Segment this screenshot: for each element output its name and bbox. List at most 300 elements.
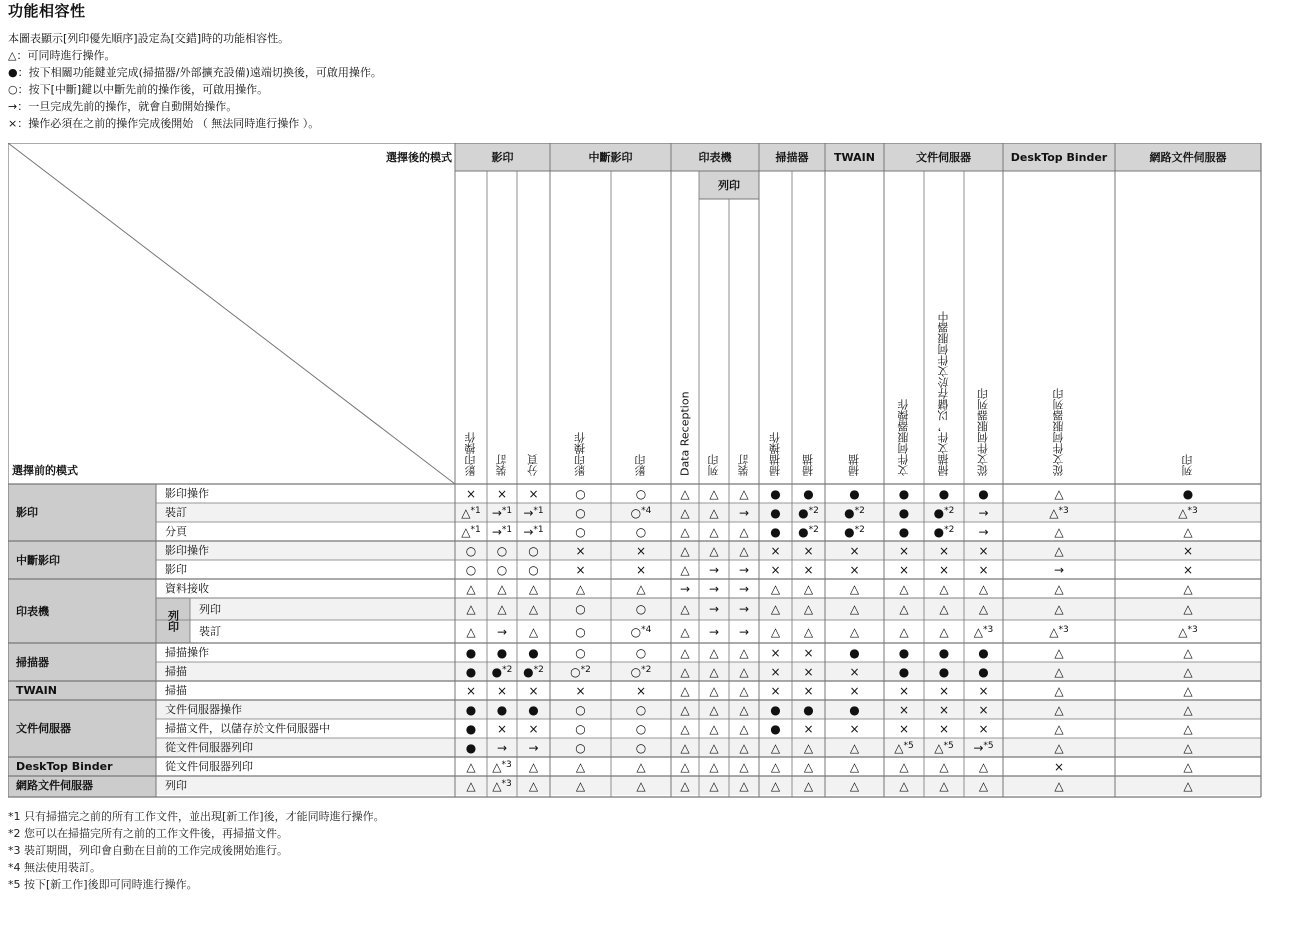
compat-symbol: ● (528, 702, 539, 717)
compat-symbol: × (528, 683, 539, 698)
compat-symbol: ● (938, 645, 950, 660)
row-label: 列印 (199, 602, 221, 616)
compat-cell (455, 776, 487, 795)
footnote-ref: *2 (944, 506, 955, 516)
compat-symbol: △ (1054, 721, 1064, 736)
compat-cell (792, 598, 825, 620)
compat-cell (550, 598, 611, 620)
compat-cell (884, 700, 924, 719)
compat-cell (487, 681, 517, 700)
compat-cell (1115, 662, 1261, 681)
compat-cell (517, 560, 550, 579)
compat-symbol: ● (849, 486, 860, 501)
compat-symbol: △ (492, 778, 502, 793)
compat-symbol: △ (739, 664, 749, 679)
corner-diagonal (8, 143, 455, 484)
compat-symbol: △ (973, 624, 983, 639)
compat-cell (825, 757, 884, 776)
compat-cell (964, 643, 1003, 662)
compat-cell (487, 662, 517, 681)
compat-cell (487, 700, 517, 719)
compat-symbol: → (708, 602, 720, 616)
compat-cell (699, 541, 729, 560)
compat-cell (825, 643, 884, 662)
compat-symbol: → (978, 505, 989, 520)
compat-symbol: ● (898, 524, 910, 539)
compat-symbol: × (528, 721, 539, 736)
compat-symbol: △ (636, 581, 646, 596)
footnote-ref: *2 (854, 525, 865, 535)
compat-symbol: ○ (635, 645, 647, 660)
compat-cell (699, 560, 729, 579)
compat-symbol: × (938, 562, 950, 577)
column-header: 影印操作 (573, 432, 587, 476)
compat-symbol: × (770, 645, 781, 660)
compat-symbol: ○ (630, 624, 642, 639)
footnote-ref: *3 (1058, 625, 1069, 635)
compat-symbol: ● (770, 486, 781, 501)
corner-before-label: 選擇前的模式 (12, 463, 78, 477)
compat-symbol: △ (849, 778, 860, 793)
compat-symbol: ● (938, 664, 950, 679)
compat-cell (924, 522, 964, 541)
compat-symbol: → (528, 740, 539, 755)
compat-cell (550, 620, 611, 643)
compat-cell (759, 662, 792, 681)
compat-symbol: △ (1049, 505, 1059, 520)
compat-symbol: → (523, 505, 534, 520)
compat-cell (487, 776, 517, 795)
compat-symbol: × (496, 486, 508, 501)
corner-after-label: 選擇後的模式 (386, 150, 452, 164)
compat-cell (455, 560, 487, 579)
compat-cell (825, 776, 884, 795)
compat-symbol: △ (939, 624, 949, 639)
compat-cell (729, 560, 759, 579)
compat-cell (1003, 484, 1115, 503)
compat-cell (964, 662, 1003, 681)
compat-symbol: × (898, 721, 910, 736)
compat-cell (825, 598, 884, 620)
compat-cell (924, 719, 964, 738)
compat-symbol: ● (491, 664, 503, 679)
compat-symbol: → (1053, 562, 1065, 577)
compat-symbol: ● (978, 486, 989, 501)
row-label: 列印 (165, 779, 187, 792)
compat-cell (1003, 700, 1115, 719)
compat-cell (884, 719, 924, 738)
compat-symbol: × (1182, 562, 1194, 577)
compat-cell (671, 598, 699, 620)
compat-cell (884, 579, 924, 598)
compat-symbol: ○ (635, 486, 647, 501)
compat-cell (550, 776, 611, 795)
compat-cell (964, 560, 1003, 579)
compat-symbol: ● (523, 664, 534, 679)
compat-symbol: × (575, 543, 586, 558)
compat-symbol: ○ (528, 562, 539, 577)
compat-cell (1003, 643, 1115, 662)
compat-symbol: △ (739, 524, 749, 539)
compat-cell (825, 522, 884, 541)
compat-cell (671, 662, 699, 681)
compat-cell (759, 560, 792, 579)
compat-cell (611, 700, 671, 719)
compat-cell (550, 719, 611, 738)
compat-cell (825, 541, 884, 560)
compat-cell (729, 757, 759, 776)
compat-cell (759, 719, 792, 738)
compat-cell (671, 776, 699, 795)
footnote-ref: *5 (983, 741, 994, 751)
compat-symbol: × (978, 562, 989, 577)
compat-symbol: × (1182, 543, 1194, 558)
compat-cell (964, 776, 1003, 795)
compat-cell (759, 738, 792, 757)
compat-cell (611, 522, 671, 541)
compat-cell (517, 757, 550, 776)
compat-symbol: × (803, 645, 814, 660)
compat-symbol: △ (1183, 702, 1193, 717)
compat-cell (825, 719, 884, 738)
compat-symbol: → (738, 624, 750, 639)
compat-symbol: ● (770, 524, 781, 539)
compat-cell (611, 484, 671, 503)
footnotes (8, 808, 385, 893)
compat-cell (924, 579, 964, 598)
compat-cell (517, 738, 550, 757)
compat-symbol: ● (803, 702, 814, 717)
compat-symbol: △ (528, 759, 539, 774)
row-label: 裝訂 (165, 506, 187, 519)
compat-symbol: △ (849, 602, 860, 616)
compat-symbol: △ (709, 664, 719, 679)
compat-symbol: △ (739, 645, 749, 660)
compat-symbol: × (849, 543, 860, 558)
compat-cell (1115, 681, 1261, 700)
compat-symbol: ○ (575, 602, 586, 616)
compat-cell (964, 503, 1003, 522)
compat-symbol: △ (680, 624, 690, 639)
compat-cell (550, 541, 611, 560)
compat-symbol: △ (709, 524, 719, 539)
column-header: 分頁 (526, 454, 540, 476)
compat-symbol: ● (496, 702, 508, 717)
compat-cell (671, 579, 699, 598)
compat-cell (550, 738, 611, 757)
compat-symbol: × (803, 721, 814, 736)
compat-symbol: ○ (630, 505, 642, 520)
compat-symbol: △ (1054, 664, 1064, 679)
row-label: 從文件伺服器列印 (165, 760, 253, 773)
row-label: 裝訂 (199, 625, 221, 638)
footnote: *5 按下[新工作]後即可同時進行操作。 (8, 878, 198, 891)
compat-cell (455, 579, 487, 598)
compat-symbol: △ (709, 759, 719, 774)
compat-cell (964, 541, 1003, 560)
compat-cell (455, 643, 487, 662)
compat-symbol: △ (1183, 740, 1193, 755)
compat-symbol: → (708, 581, 720, 596)
compat-cell (825, 681, 884, 700)
col-group-header: 掃描器 (775, 150, 809, 164)
compat-symbol: △ (680, 683, 690, 698)
compat-symbol: ○ (575, 740, 586, 755)
compat-cell (455, 719, 487, 738)
compat-cell (792, 522, 825, 541)
compat-symbol: △ (1183, 581, 1193, 596)
compat-cell (759, 579, 792, 598)
compat-cell (455, 541, 487, 560)
compat-symbol: × (635, 543, 647, 558)
compat-symbol: △ (1054, 602, 1064, 616)
compat-symbol: ○ (635, 524, 647, 539)
footnote-ref: *3 (1187, 506, 1198, 516)
compat-symbol: ● (496, 645, 508, 660)
compat-cell (924, 662, 964, 681)
compat-cell (1003, 719, 1115, 738)
compat-cell (729, 719, 759, 738)
compat-cell (671, 643, 699, 662)
compat-symbol: △ (739, 759, 749, 774)
compat-symbol: ○ (528, 543, 539, 558)
compat-cell (455, 757, 487, 776)
compat-cell (550, 484, 611, 503)
compat-cell (1115, 503, 1261, 522)
compat-cell (759, 620, 792, 643)
compat-cell (792, 643, 825, 662)
compat-cell (884, 541, 924, 560)
compat-symbol: ● (465, 645, 477, 660)
compat-cell (455, 738, 487, 757)
compat-symbol: △ (1183, 664, 1193, 679)
compat-cell (729, 738, 759, 757)
compat-cell (671, 738, 699, 757)
compat-symbol: △ (636, 759, 646, 774)
compat-symbol: ○ (575, 645, 586, 660)
compat-symbol: △ (849, 581, 860, 596)
compat-cell (1115, 560, 1261, 579)
footnote-ref: *1 (501, 525, 513, 535)
col-group-header: 印表機 (698, 150, 732, 164)
compat-cell (517, 681, 550, 700)
compat-cell (487, 598, 517, 620)
compat-symbol: × (770, 543, 781, 558)
compat-symbol: △ (899, 624, 909, 639)
compat-symbol: → (973, 740, 984, 755)
compat-cell (924, 757, 964, 776)
compat-symbol: △ (739, 683, 749, 698)
footnote-ref: *2 (641, 665, 652, 675)
compat-cell (487, 484, 517, 503)
compat-cell (699, 662, 729, 681)
compat-cell (792, 757, 825, 776)
col-group-header: 中斷影印 (588, 150, 633, 164)
compat-symbol: × (938, 543, 950, 558)
compat-symbol: △ (939, 602, 949, 616)
compat-symbol: △ (739, 486, 749, 501)
compat-cell (455, 620, 487, 643)
compat-cell (825, 579, 884, 598)
column-header: 影印操作 (464, 432, 477, 476)
compat-cell (924, 560, 964, 579)
compat-cell (1003, 541, 1115, 560)
compat-cell (884, 503, 924, 522)
compat-symbol: △ (466, 778, 476, 793)
compat-symbol: △ (978, 778, 989, 793)
column-header: 裝訂 (737, 454, 750, 476)
compat-symbol: × (496, 721, 508, 736)
row-group-label: 印表機 (16, 604, 49, 618)
footnote-ref: *5 (903, 741, 914, 751)
compat-cell (611, 662, 671, 681)
compat-symbol: × (849, 562, 860, 577)
compat-cell (517, 776, 550, 795)
printer-sub-row-label: 列印 (166, 609, 180, 632)
column-header: 影印 (634, 454, 647, 476)
intro-line: 本圖表顯示[列印優先順序]設定為[交錯]時的功能相容性。 (8, 32, 290, 45)
compat-symbol: △ (636, 778, 646, 793)
compat-cell (517, 700, 550, 719)
compat-symbol: × (528, 486, 539, 501)
compat-cell (759, 643, 792, 662)
column-header: 裝訂 (495, 454, 508, 476)
compat-symbol: △ (709, 683, 719, 698)
compat-cell (924, 681, 964, 700)
compat-symbol: ● (978, 645, 989, 660)
printer-sub-header: 列印 (718, 178, 740, 192)
compat-cell (759, 541, 792, 560)
compat-symbol: × (849, 683, 860, 698)
compat-symbol: △ (680, 702, 690, 717)
compat-cell (671, 757, 699, 776)
compat-symbol: △ (739, 543, 749, 558)
row-group-label: DeskTop Binder (16, 760, 113, 773)
compat-cell (884, 776, 924, 795)
compat-cell (1115, 522, 1261, 541)
compat-cell (487, 738, 517, 757)
intro-line: ○：按下[中斷]鍵以中斷先前的操作後，可啟用操作。 (8, 83, 269, 96)
compat-symbol: → (738, 562, 750, 577)
compat-cell (699, 681, 729, 700)
compat-cell (611, 620, 671, 643)
compat-symbol: △ (528, 602, 539, 616)
compat-symbol: ● (465, 721, 477, 736)
compat-cell (1115, 643, 1261, 662)
compat-cell (884, 662, 924, 681)
footnote: *4 無法使用裝訂。 (8, 861, 101, 874)
footnote-ref: *4 (641, 506, 652, 516)
compat-symbol: △ (680, 602, 690, 616)
compat-cell (611, 757, 671, 776)
compat-cell (964, 484, 1003, 503)
compat-cell (729, 541, 759, 560)
compat-symbol: △ (1054, 740, 1064, 755)
footnote: *2 您可以在掃描完所有之前的工作文件後，再掃描文件。 (8, 827, 288, 840)
compat-cell (759, 522, 792, 541)
compat-symbol: × (803, 664, 814, 679)
compat-cell (759, 700, 792, 719)
compat-symbol: △ (1054, 486, 1064, 501)
compat-cell (884, 681, 924, 700)
compat-symbol: → (978, 524, 989, 539)
row-label: 掃描 (165, 684, 187, 697)
row-label: 掃描文件，以儲存於文件伺服器中 (165, 722, 330, 735)
compat-cell (699, 700, 729, 719)
compat-symbol: △ (709, 543, 719, 558)
compat-cell (455, 484, 487, 503)
compat-symbol: △ (770, 581, 781, 596)
compat-cell (1003, 662, 1115, 681)
compat-cell (611, 503, 671, 522)
compat-symbol: △ (466, 624, 476, 639)
compat-symbol: △ (492, 759, 502, 774)
compat-symbol: × (770, 562, 781, 577)
compat-cell (759, 681, 792, 700)
compat-cell (517, 484, 550, 503)
compat-cell (1115, 620, 1261, 643)
compat-cell (884, 560, 924, 579)
compat-symbol: △ (1183, 645, 1193, 660)
compat-cell (792, 484, 825, 503)
compat-cell (550, 560, 611, 579)
compat-cell (964, 598, 1003, 620)
compat-symbol: △ (770, 740, 781, 755)
compat-cell (550, 700, 611, 719)
column-header: 列印 (707, 454, 720, 476)
compat-symbol: △ (1054, 778, 1064, 793)
compat-cell (924, 700, 964, 719)
compat-symbol: → (708, 624, 720, 639)
compat-cell (825, 738, 884, 757)
footnote-ref: *1 (533, 525, 544, 535)
compat-symbol: × (938, 721, 950, 736)
compat-symbol: △ (497, 602, 507, 616)
compat-symbol: △ (739, 778, 749, 793)
footnote-ref: *1 (470, 525, 481, 535)
compat-cell (671, 503, 699, 522)
footnote-ref: *3 (501, 779, 512, 789)
compat-symbol: ○ (575, 505, 586, 520)
compat-symbol: △ (1183, 759, 1193, 774)
compat-cell (487, 643, 517, 662)
footnote-ref: *1 (533, 506, 544, 516)
compat-cell (611, 579, 671, 598)
compat-cell (759, 757, 792, 776)
compat-symbol: → (496, 740, 508, 755)
compat-symbol: △ (466, 759, 476, 774)
compat-symbol: × (770, 683, 781, 698)
compat-symbol: △ (461, 505, 471, 520)
compat-symbol: △ (709, 721, 719, 736)
compat-cell (825, 560, 884, 579)
compat-cell (671, 620, 699, 643)
compat-cell (964, 738, 1003, 757)
compat-cell (550, 681, 611, 700)
col-group-header: 影印 (491, 150, 514, 164)
compat-symbol: × (978, 702, 989, 717)
compat-cell (487, 560, 517, 579)
compat-cell (924, 643, 964, 662)
compat-cell (964, 719, 1003, 738)
compat-symbol: △ (939, 778, 949, 793)
row-group-label: TWAIN (16, 684, 57, 697)
compat-symbol: ○ (635, 602, 647, 616)
compat-symbol: ● (849, 645, 860, 660)
compat-symbol: △ (680, 740, 690, 755)
compat-symbol: △ (709, 740, 719, 755)
compat-cell (825, 700, 884, 719)
